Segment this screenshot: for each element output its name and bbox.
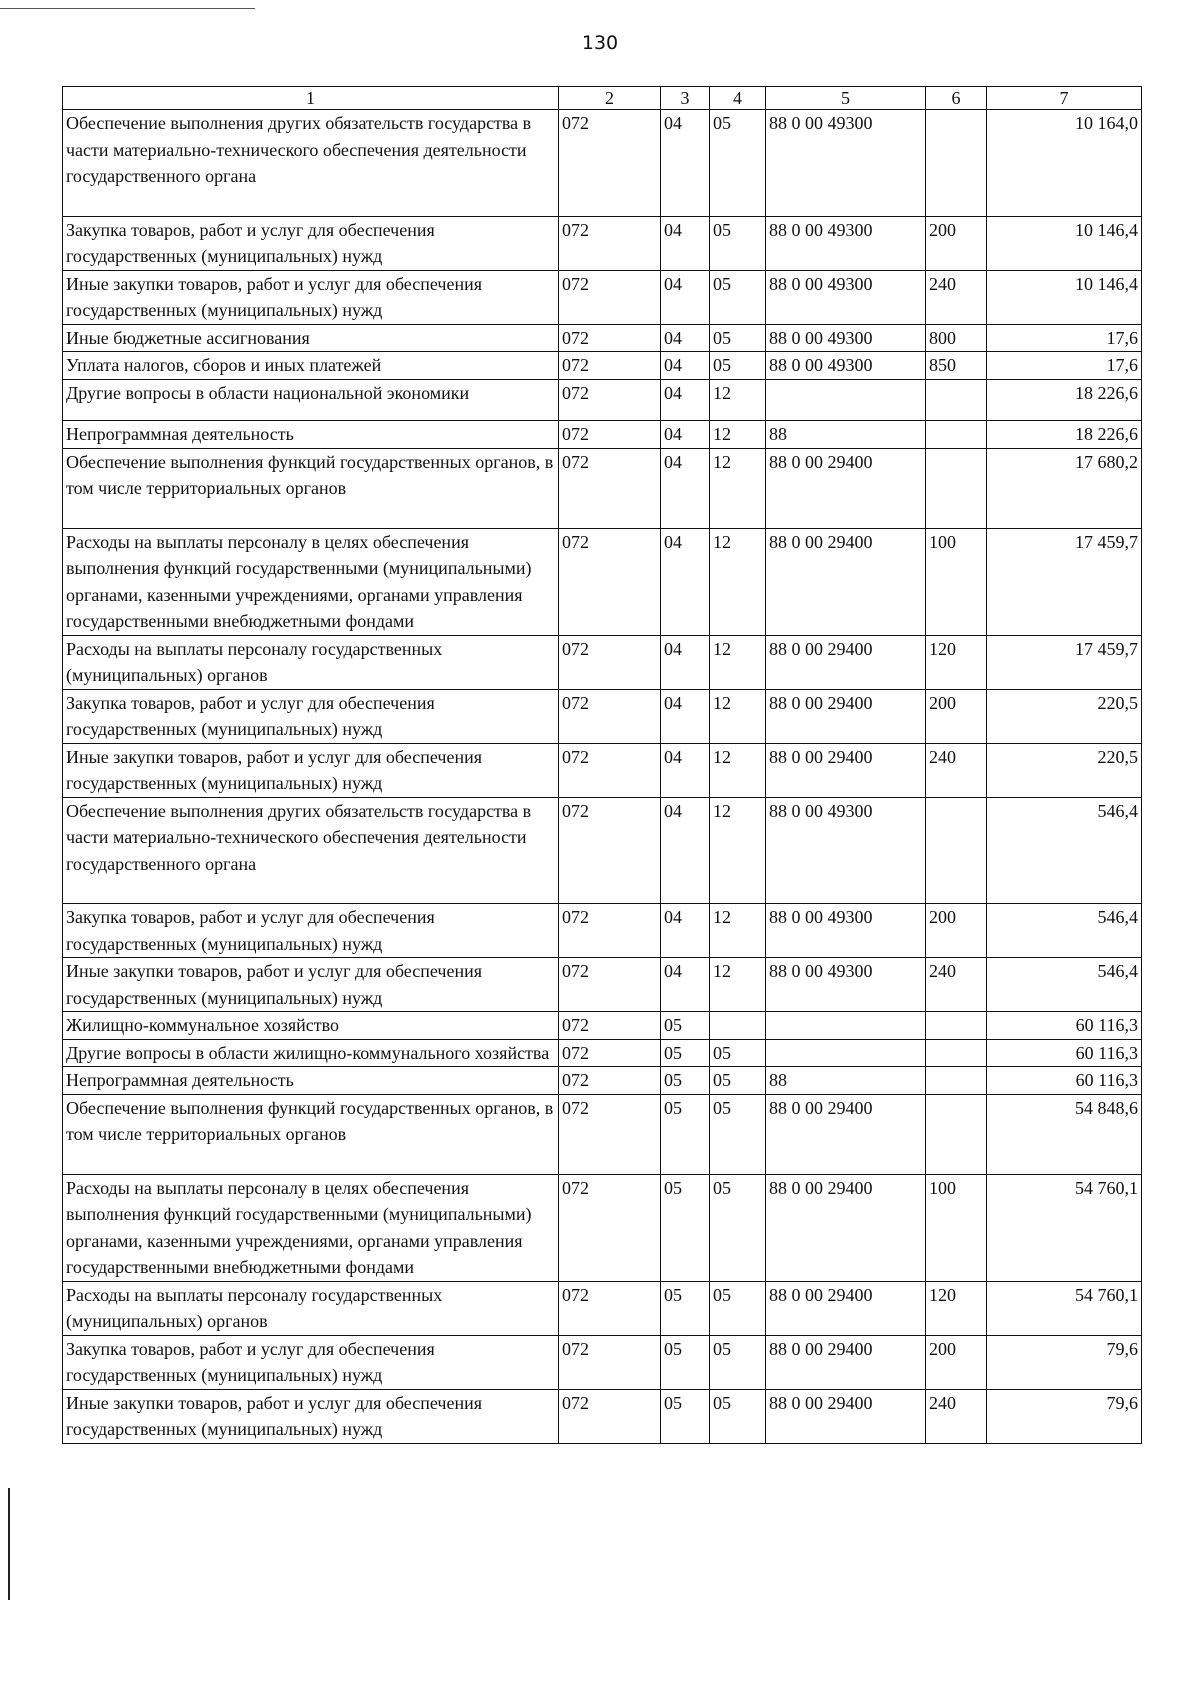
target-article-code: 88 0 00 49300 (766, 216, 926, 270)
target-article-code: 88 0 00 29400 (766, 1094, 926, 1174)
admin-code: 072 (559, 904, 661, 958)
table-row (63, 1174, 1142, 1281)
admin-code: 072 (559, 110, 661, 217)
subsection-code: 05 (710, 1094, 766, 1174)
row-name: Закупка товаров, работ и услуг для обеспечения государственных (муниципальных) нужд (63, 689, 559, 743)
expense-type-code: 120 (926, 1281, 987, 1335)
amount: 60 116,3 (987, 1012, 1142, 1040)
section-code: 05 (661, 1335, 710, 1389)
target-article-code: 88 0 00 49300 (766, 324, 926, 352)
row-name: Обеспечение выполнения функций государственных органов, в том числе территориальных органов (63, 1094, 559, 1174)
target-article-code: 88 0 00 29400 (766, 1281, 926, 1335)
section-code: 05 (661, 1389, 710, 1443)
subsection-code: 05 (710, 352, 766, 380)
column-header: 3 (661, 87, 710, 110)
expense-type-code (926, 1012, 987, 1040)
admin-code: 072 (559, 743, 661, 797)
section-code: 04 (661, 270, 710, 324)
table-row (63, 110, 1142, 217)
admin-code: 072 (559, 324, 661, 352)
amount: 10 164,0 (987, 110, 1142, 217)
subsection-code: 12 (710, 421, 766, 449)
section-code: 04 (661, 958, 710, 1012)
subsection-code: 12 (710, 635, 766, 689)
row-name: Иные закупки товаров, работ и услуг для обеспечения государственных (муниципальных) нужд (63, 958, 559, 1012)
subsection-code: 05 (710, 1067, 766, 1095)
subsection-code: 12 (710, 528, 766, 635)
table-row (63, 958, 1142, 1012)
column-header: 4 (710, 87, 766, 110)
subsection-code: 12 (710, 689, 766, 743)
target-article-code: 88 0 00 49300 (766, 904, 926, 958)
expense-type-code: 100 (926, 1174, 987, 1281)
amount: 17 459,7 (987, 528, 1142, 635)
row-name: Расходы на выплаты персоналу государственных (муниципальных) органов (63, 1281, 559, 1335)
table-row (63, 1094, 1142, 1174)
admin-code: 072 (559, 352, 661, 380)
amount: 60 116,3 (987, 1039, 1142, 1067)
section-code: 05 (661, 1039, 710, 1067)
expense-type-code (926, 448, 987, 528)
section-code: 04 (661, 689, 710, 743)
subsection-code: 05 (710, 216, 766, 270)
section-code: 04 (661, 352, 710, 380)
page-number: 130 (581, 32, 619, 54)
admin-code: 072 (559, 448, 661, 528)
target-article-code: 88 0 00 29400 (766, 1389, 926, 1443)
row-name: Иные бюджетные ассигнования (63, 324, 559, 352)
expense-type-code (926, 379, 987, 421)
subsection-code: 05 (710, 110, 766, 217)
section-code: 04 (661, 743, 710, 797)
table-row (63, 743, 1142, 797)
admin-code: 072 (559, 1335, 661, 1389)
section-code: 04 (661, 448, 710, 528)
admin-code: 072 (559, 1094, 661, 1174)
expense-type-code: 200 (926, 689, 987, 743)
subsection-code: 05 (710, 1174, 766, 1281)
expense-type-code: 200 (926, 1335, 987, 1389)
subsection-code: 12 (710, 743, 766, 797)
amount: 18 226,6 (987, 379, 1142, 421)
admin-code: 072 (559, 1174, 661, 1281)
row-name: Жилищно-коммунальное хозяйство (63, 1012, 559, 1040)
row-name: Обеспечение выполнения функций государственных органов, в том числе территориальных органов (63, 448, 559, 528)
admin-code: 072 (559, 379, 661, 421)
table-row (63, 1039, 1142, 1067)
expense-type-code (926, 797, 987, 904)
amount: 18 226,6 (987, 421, 1142, 449)
admin-code: 072 (559, 1012, 661, 1040)
table-row (63, 528, 1142, 635)
subsection-code (710, 1012, 766, 1040)
expense-type-code: 240 (926, 958, 987, 1012)
amount: 54 760,1 (987, 1174, 1142, 1281)
subsection-code: 12 (710, 379, 766, 421)
top-rule (0, 8, 255, 9)
target-article-code: 88 0 00 29400 (766, 528, 926, 635)
column-number-row (63, 87, 1142, 110)
amount: 546,4 (987, 958, 1142, 1012)
section-code: 05 (661, 1094, 710, 1174)
amount: 10 146,4 (987, 270, 1142, 324)
section-code: 04 (661, 324, 710, 352)
section-code: 05 (661, 1281, 710, 1335)
subsection-code: 12 (710, 448, 766, 528)
admin-code: 072 (559, 1389, 661, 1443)
column-header: 7 (987, 87, 1142, 110)
table-row (63, 1012, 1142, 1040)
row-name: Иные закупки товаров, работ и услуг для обеспечения государственных (муниципальных) нужд (63, 1389, 559, 1443)
row-name: Расходы на выплаты персоналу в целях обеспечения выполнения функций государственными (муниципальными) органами, казенными учреждениями, органами управления государственными внебюджетными фондами (63, 1174, 559, 1281)
table-row (63, 421, 1142, 449)
admin-code: 072 (559, 1039, 661, 1067)
expense-type-code (926, 1039, 987, 1067)
expense-type-code: 200 (926, 216, 987, 270)
row-name: Обеспечение выполнения других обязательств государства в части материально-технического обеспечения деятельности государственного органа (63, 110, 559, 217)
section-code: 04 (661, 528, 710, 635)
column-header: 6 (926, 87, 987, 110)
target-article-code: 88 0 00 49300 (766, 797, 926, 904)
amount: 17,6 (987, 352, 1142, 380)
target-article-code: 88 0 00 29400 (766, 1174, 926, 1281)
subsection-code: 12 (710, 797, 766, 904)
row-name: Непрограммная деятельность (63, 421, 559, 449)
expense-type-code (926, 1067, 987, 1095)
target-article-code (766, 379, 926, 421)
admin-code: 072 (559, 421, 661, 449)
row-name: Иные закупки товаров, работ и услуг для обеспечения государственных (муниципальных) нужд (63, 743, 559, 797)
amount: 17,6 (987, 324, 1142, 352)
table-row (63, 324, 1142, 352)
amount: 220,5 (987, 689, 1142, 743)
table-row (63, 379, 1142, 421)
table-row (63, 270, 1142, 324)
admin-code: 072 (559, 1281, 661, 1335)
expense-type-code: 240 (926, 270, 987, 324)
target-article-code: 88 0 00 29400 (766, 448, 926, 528)
table-row (63, 216, 1142, 270)
row-name: Обеспечение выполнения других обязательств государства в части материально-технического обеспечения деятельности государственного органа (63, 797, 559, 904)
section-code: 04 (661, 797, 710, 904)
table-row (63, 635, 1142, 689)
subsection-code: 05 (710, 1281, 766, 1335)
target-article-code: 88 0 00 49300 (766, 110, 926, 217)
target-article-code: 88 0 00 49300 (766, 270, 926, 324)
row-name: Уплата налогов, сборов и иных платежей (63, 352, 559, 380)
expense-type-code (926, 110, 987, 217)
expense-type-code (926, 421, 987, 449)
row-name: Непрограммная деятельность (63, 1067, 559, 1095)
target-article-code: 88 0 00 29400 (766, 1335, 926, 1389)
section-code: 05 (661, 1012, 710, 1040)
subsection-code: 12 (710, 958, 766, 1012)
admin-code: 072 (559, 1067, 661, 1095)
subsection-code: 12 (710, 904, 766, 958)
section-code: 05 (661, 1174, 710, 1281)
expense-type-code: 240 (926, 743, 987, 797)
admin-code: 072 (559, 216, 661, 270)
amount: 17 680,2 (987, 448, 1142, 528)
expense-type-code: 100 (926, 528, 987, 635)
target-article-code (766, 1012, 926, 1040)
target-article-code: 88 0 00 49300 (766, 958, 926, 1012)
row-name: Закупка товаров, работ и услуг для обеспечения государственных (муниципальных) нужд (63, 904, 559, 958)
amount: 546,4 (987, 797, 1142, 904)
table-row (63, 448, 1142, 528)
expense-type-code: 120 (926, 635, 987, 689)
scan-mark (8, 1488, 10, 1600)
amount: 10 146,4 (987, 216, 1142, 270)
target-article-code: 88 (766, 421, 926, 449)
table-row (63, 689, 1142, 743)
column-header: 1 (63, 87, 559, 110)
expense-type-code: 850 (926, 352, 987, 380)
table-row (63, 352, 1142, 380)
amount: 54 848,6 (987, 1094, 1142, 1174)
subsection-code: 05 (710, 1389, 766, 1443)
amount: 17 459,7 (987, 635, 1142, 689)
amount: 60 116,3 (987, 1067, 1142, 1095)
subsection-code: 05 (710, 1335, 766, 1389)
amount: 546,4 (987, 904, 1142, 958)
admin-code: 072 (559, 528, 661, 635)
target-article-code: 88 (766, 1067, 926, 1095)
expense-type-code (926, 1094, 987, 1174)
subsection-code: 05 (710, 1039, 766, 1067)
amount: 79,6 (987, 1389, 1142, 1443)
subsection-code: 05 (710, 270, 766, 324)
column-header: 5 (766, 87, 926, 110)
table-row (63, 797, 1142, 904)
table-row (63, 1335, 1142, 1389)
expense-type-code: 240 (926, 1389, 987, 1443)
row-name: Другие вопросы в области национальной экономики (63, 379, 559, 421)
row-name: Закупка товаров, работ и услуг для обеспечения государственных (муниципальных) нужд (63, 216, 559, 270)
budget-table (62, 86, 1142, 1444)
target-article-code: 88 0 00 49300 (766, 352, 926, 380)
row-name: Закупка товаров, работ и услуг для обеспечения государственных (муниципальных) нужд (63, 1335, 559, 1389)
admin-code: 072 (559, 958, 661, 1012)
section-code: 04 (661, 635, 710, 689)
section-code: 04 (661, 216, 710, 270)
admin-code: 072 (559, 270, 661, 324)
section-code: 05 (661, 1067, 710, 1095)
row-name: Иные закупки товаров, работ и услуг для обеспечения государственных (муниципальных) нужд (63, 270, 559, 324)
amount: 79,6 (987, 1335, 1142, 1389)
expense-type-code: 800 (926, 324, 987, 352)
target-article-code: 88 0 00 29400 (766, 743, 926, 797)
row-name: Расходы на выплаты персоналу в целях обеспечения выполнения функций государственными (муниципальными) органами, казенными учреждениями, органами управления государственными внебюджетными фондами (63, 528, 559, 635)
admin-code: 072 (559, 797, 661, 904)
admin-code: 072 (559, 689, 661, 743)
amount: 54 760,1 (987, 1281, 1142, 1335)
expense-type-code: 200 (926, 904, 987, 958)
table-row (63, 1281, 1142, 1335)
amount: 220,5 (987, 743, 1142, 797)
admin-code: 072 (559, 635, 661, 689)
table-row (63, 904, 1142, 958)
table-row (63, 1067, 1142, 1095)
section-code: 04 (661, 904, 710, 958)
row-name: Другие вопросы в области жилищно-коммунального хозяйства (63, 1039, 559, 1067)
column-header: 2 (559, 87, 661, 110)
section-code: 04 (661, 110, 710, 217)
target-article-code: 88 0 00 29400 (766, 689, 926, 743)
subsection-code: 05 (710, 324, 766, 352)
target-article-code (766, 1039, 926, 1067)
section-code: 04 (661, 421, 710, 449)
row-name: Расходы на выплаты персоналу государственных (муниципальных) органов (63, 635, 559, 689)
target-article-code: 88 0 00 29400 (766, 635, 926, 689)
table-row (63, 1389, 1142, 1443)
section-code: 04 (661, 379, 710, 421)
